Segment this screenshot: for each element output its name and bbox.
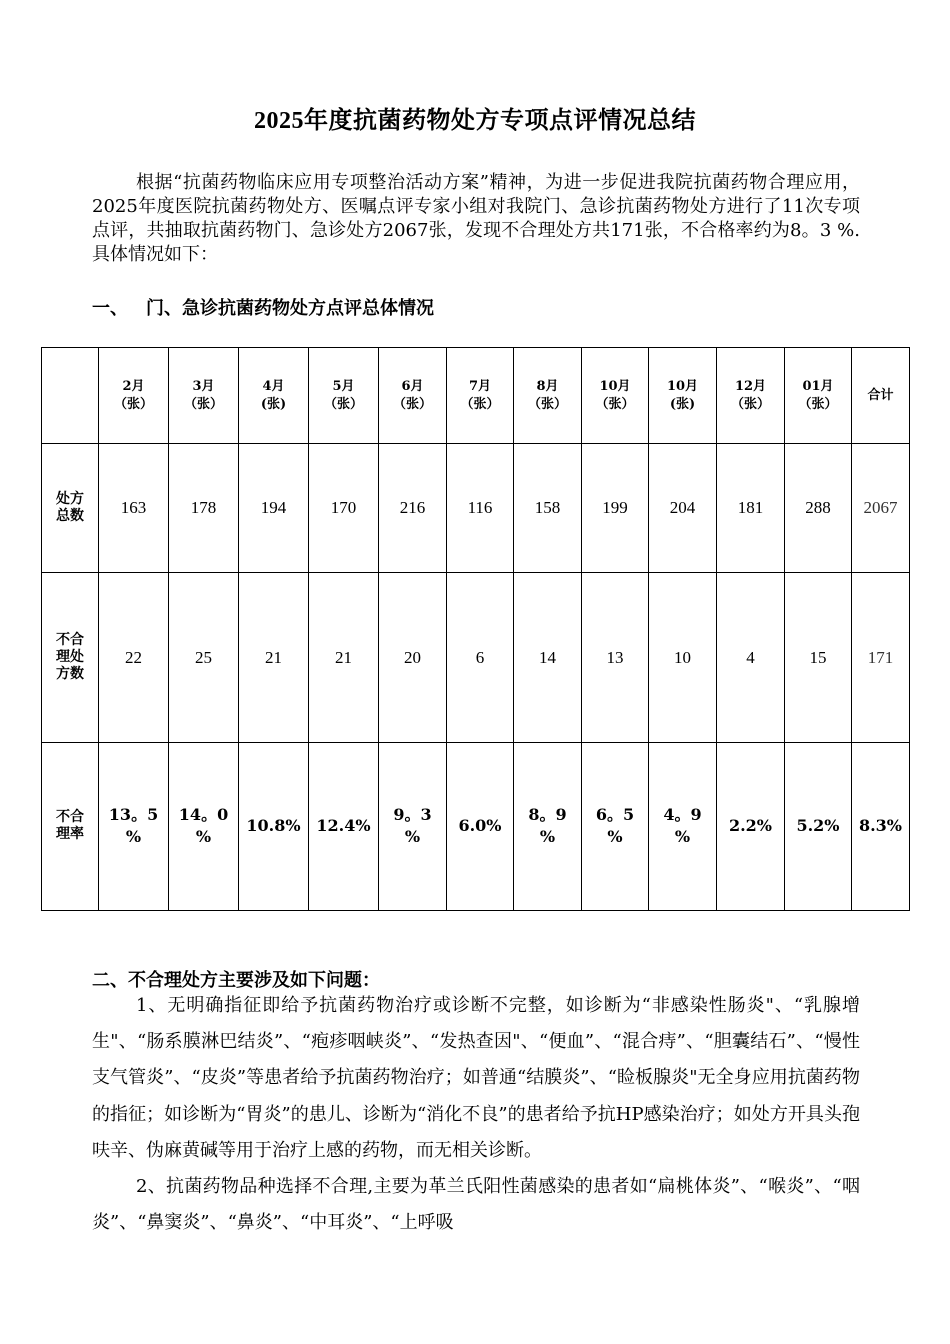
table-row-unreasonable-rate [42,742,910,910]
document-title: 2025年度抗菌药物处方专项点评情况总结 [254,108,696,134]
column-header: 4月 (张) [239,348,309,444]
table-cell: 288 [785,444,852,573]
rate-cell: 5.2% [785,742,852,910]
table-cell: 20 [379,573,447,742]
issue-item-1: 1、无明确指征即给予抗菌药物治疗或诊断不完整，如诊断为“非感染性肠炎"、“乳腺增生"、“肠系膜淋巴结炎”、“疱疹咽峡炎”、“发热查因"、“便血”、“混合痔”、“胆囊结石”、“慢性支气管炎”、“皮炎”等患者给予抗菌药物治疗；如普通“结膜炎”、“睑板腺炎"无全身应用抗菌药物的指征；如诊断为“胃炎”的患儿、诊断为“消化不良”的患者给予抗HP感染治疗；如处方开具头孢呋辛、伪麻黄碱等用于治疗上感的药物，而无相关诊断。 [92,995,860,1161]
table-cell: 15 [785,573,852,742]
rate-cell: 13。5 % [99,742,169,910]
column-header: 01月 （张） [785,348,852,444]
issues-body [92,988,860,1241]
section-1-title: 门、急诊抗菌药物处方点评总体情况 [146,298,434,319]
table-cell: 158 [514,444,582,573]
row-header: 不合 理率 [42,742,99,910]
total-cell: 2067 [852,444,910,573]
table-header-row [42,348,910,444]
table-cell: 199 [582,444,649,573]
table-cell: 4 [717,573,785,742]
column-header: 5月 （张） [309,348,379,444]
column-header: 2月 （张） [99,348,169,444]
section-1-number: 一、 [92,298,128,319]
column-header: 12月 （张） [717,348,785,444]
table-cell: 216 [379,444,447,573]
table-cell: 194 [239,444,309,573]
table-row-unreasonable-count [42,573,910,742]
row-header: 不合 理处 方数 [42,573,99,742]
column-header: 10月 （张） [582,348,649,444]
rate-cell: 10.8% [239,742,309,910]
table-cell: 14 [514,573,582,742]
issue-item-2: 2、抗菌药物品种选择不合理,主要为革兰氏阳性菌感染的患者如“扁桃体炎”、“喉炎”、“咽炎”、“鼻窦炎”、“鼻炎”、“中耳炎”、“上呼吸 [92,1176,860,1234]
section-2-heading: 二、不合理处方主要涉及如下问题： [92,970,380,991]
table-cell: 13 [582,573,649,742]
table-cell: 170 [309,444,379,573]
total-column-header: 合计 [852,348,910,444]
table-cell: 178 [169,444,239,573]
table-cell: 181 [717,444,785,573]
table-row-total-prescriptions [42,444,910,573]
intro-paragraph: 根据“抗菌药物临床应用专项整治活动方案”精神，为进一步促进我院抗菌药物合理应用，2025年度医院抗菌药物处方、医嘱点评专家小组对我院门、急诊抗菌药物处方进行了11次专项点评，共抽取抗菌药物门、急诊处方2067张，发现不合理处方共171张，不合格率约为8。3 %.具体情况如下： [92,172,860,265]
table-cell: 25 [169,573,239,742]
rate-cell: 6.0% [447,742,514,910]
column-header: 3月 （张） [169,348,239,444]
table-cell: 22 [99,573,169,742]
total-cell: 171 [852,573,910,742]
column-header: 8月 （张） [514,348,582,444]
column-header: 10月 (张) [649,348,717,444]
rate-cell: 4。9 % [649,742,717,910]
table-cell: 6 [447,573,514,742]
table-cell: 116 [447,444,514,573]
table-cell: 204 [649,444,717,573]
corner-cell [42,348,99,444]
rate-cell: 2.2% [717,742,785,910]
rate-cell: 8。9 % [514,742,582,910]
rate-cell: 14。0 % [169,742,239,910]
table-cell: 21 [239,573,309,742]
section-1-heading [92,294,434,320]
row-header: 处方 总数 [42,444,99,573]
column-header: 7月 （张） [447,348,514,444]
prescription-review-table [41,347,910,911]
table-cell: 10 [649,573,717,742]
rate-cell: 9。3 % [379,742,447,910]
table-cell: 21 [309,573,379,742]
total-rate-cell: 8.3% [852,742,910,910]
rate-cell: 6。5 % [582,742,649,910]
rate-cell: 12.4% [309,742,379,910]
table-cell: 163 [99,444,169,573]
column-header: 6月 （张） [379,348,447,444]
